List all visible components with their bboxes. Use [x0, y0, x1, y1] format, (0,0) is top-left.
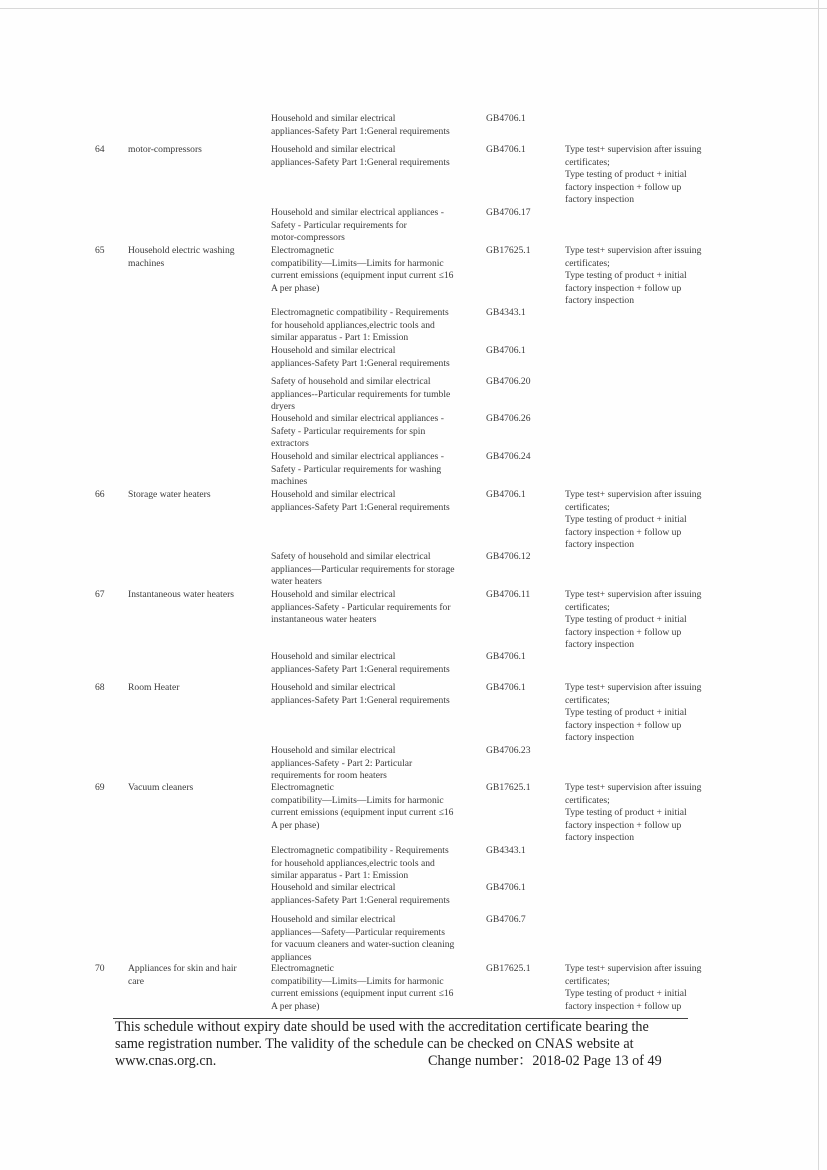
footer-line-2: same registration number. The validity of the schedule can be checked on CNAS website at — [115, 1036, 634, 1052]
standard-title-line: appliances-Safety Part 1:General requirements — [271, 894, 450, 906]
standard-title-line: requirements for room heaters — [271, 770, 387, 781]
standard-title-line: appliances-Safety Part 1:General requirements — [271, 501, 450, 513]
standard-title — [271, 413, 476, 451]
certification-rule-line: certificates; — [565, 501, 610, 513]
standard-code: GB4706.24 — [486, 451, 531, 462]
certification-rule-line: Type testing of product + initial — [565, 988, 687, 999]
standard-title — [271, 113, 476, 138]
product-name-line: Appliances for skin and hair — [128, 963, 237, 974]
certification-rule-line: Type testing of product + initial — [565, 707, 687, 718]
standard-title-line: A per phase) — [271, 819, 320, 831]
standard-title-line: similar apparatus - Part 1: Emission — [271, 870, 409, 881]
standard-code: GB17625.1 — [486, 963, 531, 974]
standard-title-line: machines — [271, 476, 308, 487]
standard-title — [271, 845, 476, 883]
item-number: 70 — [95, 963, 105, 974]
standard-title-line: Safety of household and similar electrical — [271, 376, 431, 387]
product-name — [128, 682, 258, 695]
standard-title — [271, 651, 476, 676]
standard-title-line: A per phase) — [271, 282, 320, 294]
certification-rule-line: certificates; — [565, 257, 610, 269]
certification-rule-line: factory inspection — [565, 832, 634, 843]
standard-code: GB4706.20 — [486, 376, 531, 387]
certification-rule-line: factory inspection + follow up — [565, 719, 682, 731]
standard-title-line: Household and similar electrical — [271, 489, 396, 500]
standard-code: GB4706.1 — [486, 882, 526, 893]
certification-rule-line: factory inspection + follow up — [565, 282, 682, 294]
standard-title-line: for vacuum cleaners and water-suction cleaning — [271, 939, 455, 950]
product-name-line: machines — [128, 257, 165, 269]
standard-title — [271, 489, 476, 514]
standard-title-line: compatibility—Limits—Limits for harmonic — [271, 257, 444, 269]
product-name — [128, 489, 258, 502]
standard-code: GB4706.12 — [486, 551, 531, 562]
standard-title — [271, 207, 476, 245]
product-name — [128, 589, 258, 602]
certification-rule-line: Type test+ supervision after issuing — [565, 682, 702, 693]
standard-title — [271, 144, 476, 169]
standard-title-line: for household appliances,electric tools and — [271, 319, 435, 331]
standard-title-line: Household and similar electrical — [271, 113, 396, 124]
standard-title-line: for household appliances,electric tools and — [271, 857, 435, 869]
standard-code: GB17625.1 — [486, 245, 531, 256]
item-number: 67 — [95, 589, 105, 600]
standard-title-line: Electromagnetic — [271, 963, 334, 974]
standard-title-line: Household and similar electrical — [271, 914, 396, 925]
standard-title-line: A per phase) — [271, 1000, 320, 1012]
standard-title-line: compatibility—Limits—Limits for harmonic — [271, 794, 444, 806]
standard-title-line: Household and similar electrical — [271, 882, 396, 893]
certification-rule — [565, 245, 725, 308]
standard-title-line: Electromagnetic compatibility - Requirements — [271, 845, 449, 856]
product-name — [128, 144, 258, 157]
certification-rule-line: factory inspection + follow up — [565, 526, 682, 538]
standard-title-line: appliances—Safety—Particular requirements — [271, 926, 445, 938]
standard-title — [271, 589, 476, 627]
standard-title-line: appliances-Safety - Particular requirements for — [271, 601, 451, 613]
standard-code: GB4706.1 — [486, 682, 526, 693]
certification-rule-line: factory inspection + follow up — [565, 819, 682, 831]
certification-rule — [565, 782, 725, 845]
certification-rule-line: Type test+ supervision after issuing — [565, 963, 702, 974]
standard-code: GB4706.11 — [486, 589, 531, 600]
standard-title — [271, 245, 476, 295]
item-number: 64 — [95, 144, 105, 155]
product-name-line: Room Heater — [128, 682, 180, 693]
standard-code: GB4706.1 — [486, 489, 526, 500]
scan-edge-top — [0, 8, 827, 9]
standard-title-line: Household and similar electrical — [271, 651, 396, 662]
standard-title-line: Safety - Particular requirements for — [271, 219, 407, 231]
standard-title-line: instantaneous water heaters — [271, 614, 377, 625]
standard-title-line: appliances-Safety Part 1:General requirements — [271, 663, 450, 675]
standard-code: GB4706.17 — [486, 207, 531, 218]
certification-rule-line: Type testing of product + initial — [565, 614, 687, 625]
product-name-line: Household electric washing — [128, 245, 235, 256]
standard-title-line: appliances--Particular requirements for tumble — [271, 388, 451, 400]
standard-title — [271, 682, 476, 707]
standard-code: GB4706.26 — [486, 413, 531, 424]
standard-title — [271, 745, 476, 783]
certification-rule-line: certificates; — [565, 794, 610, 806]
item-number: 68 — [95, 682, 105, 693]
certification-rule — [565, 682, 725, 745]
standard-code: GB4706.1 — [486, 113, 526, 124]
certification-rule-line: factory inspection — [565, 194, 634, 205]
standard-title — [271, 882, 476, 907]
standard-title-line: Household and similar electrical appliances - — [271, 451, 444, 462]
certification-rule-line: certificates; — [565, 694, 610, 706]
standard-title-line: extractors — [271, 438, 309, 449]
standard-title-line: current emissions (equipment input current ≤16 — [271, 270, 454, 281]
standard-title — [271, 914, 476, 964]
standard-title-line: Safety of household and similar electrical — [271, 551, 431, 562]
standard-title-line: Electromagnetic — [271, 245, 334, 256]
standard-title-line: appliances-Safety Part 1:General requirements — [271, 156, 450, 168]
product-name-line: Storage water heaters — [128, 489, 211, 500]
certification-rule-line: Type testing of product + initial — [565, 807, 687, 818]
certification-rule-line: Type test+ supervision after issuing — [565, 782, 702, 793]
standard-title-line: appliances—Particular requirements for storage — [271, 563, 455, 575]
standard-code: GB17625.1 — [486, 782, 531, 793]
standard-code: GB4706.1 — [486, 144, 526, 155]
product-name-line: Instantaneous water heaters — [128, 589, 235, 600]
certification-rule — [565, 144, 725, 207]
footer-line-1: This schedule without expiry date should be used with the accreditation certificate bearing the — [115, 1019, 649, 1035]
standard-title-line: appliances-Safety Part 1:General requirements — [271, 125, 450, 137]
standard-title — [271, 551, 476, 589]
product-name-line: care — [128, 975, 144, 987]
standard-code: GB4706.1 — [486, 345, 526, 356]
standard-title-line: current emissions (equipment input current ≤16 — [271, 988, 454, 999]
standard-code: GB4706.1 — [486, 651, 526, 662]
standard-title-line: compatibility—Limits—Limits for harmonic — [271, 975, 444, 987]
standard-title-line: Safety - Particular requirements for washing — [271, 463, 442, 475]
certification-rule-line: Type test+ supervision after issuing — [565, 489, 702, 500]
scan-edge-right — [818, 0, 819, 1170]
certification-rule-line: Type testing of product + initial — [565, 270, 687, 281]
standard-title-line: Household and similar electrical appliances - — [271, 413, 444, 424]
footer-line-3: www.cnas.org.cn. — [115, 1053, 217, 1069]
certification-rule — [565, 489, 725, 552]
standard-title-line: dryers — [271, 401, 295, 412]
certification-rule-line: factory inspection + follow up — [565, 1000, 682, 1012]
certification-rule-line: factory inspection — [565, 732, 634, 743]
product-name-line: motor-compressors — [128, 144, 202, 155]
standard-title-line: water heaters — [271, 576, 322, 587]
standard-title-line: appliances-Safety Part 1:General requirements — [271, 694, 450, 706]
standard-title-line: Safety - Particular requirements for spin — [271, 425, 426, 437]
certification-rule-line: Type test+ supervision after issuing — [565, 589, 702, 600]
certification-rule-line: factory inspection + follow up — [565, 181, 682, 193]
standard-code: GB4343.1 — [486, 845, 526, 856]
certification-rule-line: Type test+ supervision after issuing — [565, 245, 702, 256]
product-name — [128, 245, 258, 270]
certification-rule-line: factory inspection — [565, 295, 634, 306]
standard-title-line: Electromagnetic compatibility - Requirements — [271, 307, 449, 318]
standard-title — [271, 345, 476, 370]
certification-rule-line: factory inspection + follow up — [565, 626, 682, 638]
certification-rule — [565, 589, 725, 652]
standard-title — [271, 376, 476, 414]
certification-rule-line: Type testing of product + initial — [565, 514, 687, 525]
standard-title-line: motor-compressors — [271, 232, 345, 243]
standard-title-line: Household and similar electrical — [271, 745, 396, 756]
standard-title-line: Household and similar electrical — [271, 345, 396, 356]
standard-title-line: appliances — [271, 951, 312, 963]
standard-title — [271, 963, 476, 1013]
certification-rule-line: factory inspection — [565, 539, 634, 550]
standard-title-line: appliances-Safety Part 1:General requirements — [271, 357, 450, 369]
change-number: Change number：2018-02 Page 13 of 49 — [428, 1053, 662, 1069]
certification-rule-line: certificates; — [565, 975, 610, 987]
item-number: 65 — [95, 245, 105, 256]
standard-title-line: Household and similar electrical — [271, 144, 396, 155]
certification-rule — [565, 963, 725, 1013]
certification-rule-line: factory inspection — [565, 639, 634, 650]
standard-title-line: similar apparatus - Part 1: Emission — [271, 332, 409, 343]
standard-title-line: Household and similar electrical — [271, 589, 396, 600]
standard-title-line: current emissions (equipment input current ≤16 — [271, 807, 454, 818]
certification-rule-line: Type test+ supervision after issuing — [565, 144, 702, 155]
standard-title — [271, 451, 476, 489]
certification-rule-line: certificates; — [565, 601, 610, 613]
standard-code: GB4343.1 — [486, 307, 526, 318]
certification-rule-line: certificates; — [565, 156, 610, 168]
certification-rule-line: Type testing of product + initial — [565, 169, 687, 180]
page-footer — [115, 1019, 675, 1070]
standard-code: GB4706.23 — [486, 745, 531, 756]
product-name — [128, 963, 258, 988]
standard-title-line: Household and similar electrical appliances - — [271, 207, 444, 218]
standard-title-line: Electromagnetic — [271, 782, 334, 793]
standard-title — [271, 307, 476, 345]
item-number: 69 — [95, 782, 105, 793]
standard-code: GB4706.7 — [486, 914, 526, 925]
product-name — [128, 782, 258, 795]
standard-title-line: appliances-Safety - Part 2: Particular — [271, 757, 413, 769]
item-number: 66 — [95, 489, 105, 500]
product-name-line: Vacuum cleaners — [128, 782, 194, 793]
standard-title — [271, 782, 476, 832]
standard-title-line: Household and similar electrical — [271, 682, 396, 693]
